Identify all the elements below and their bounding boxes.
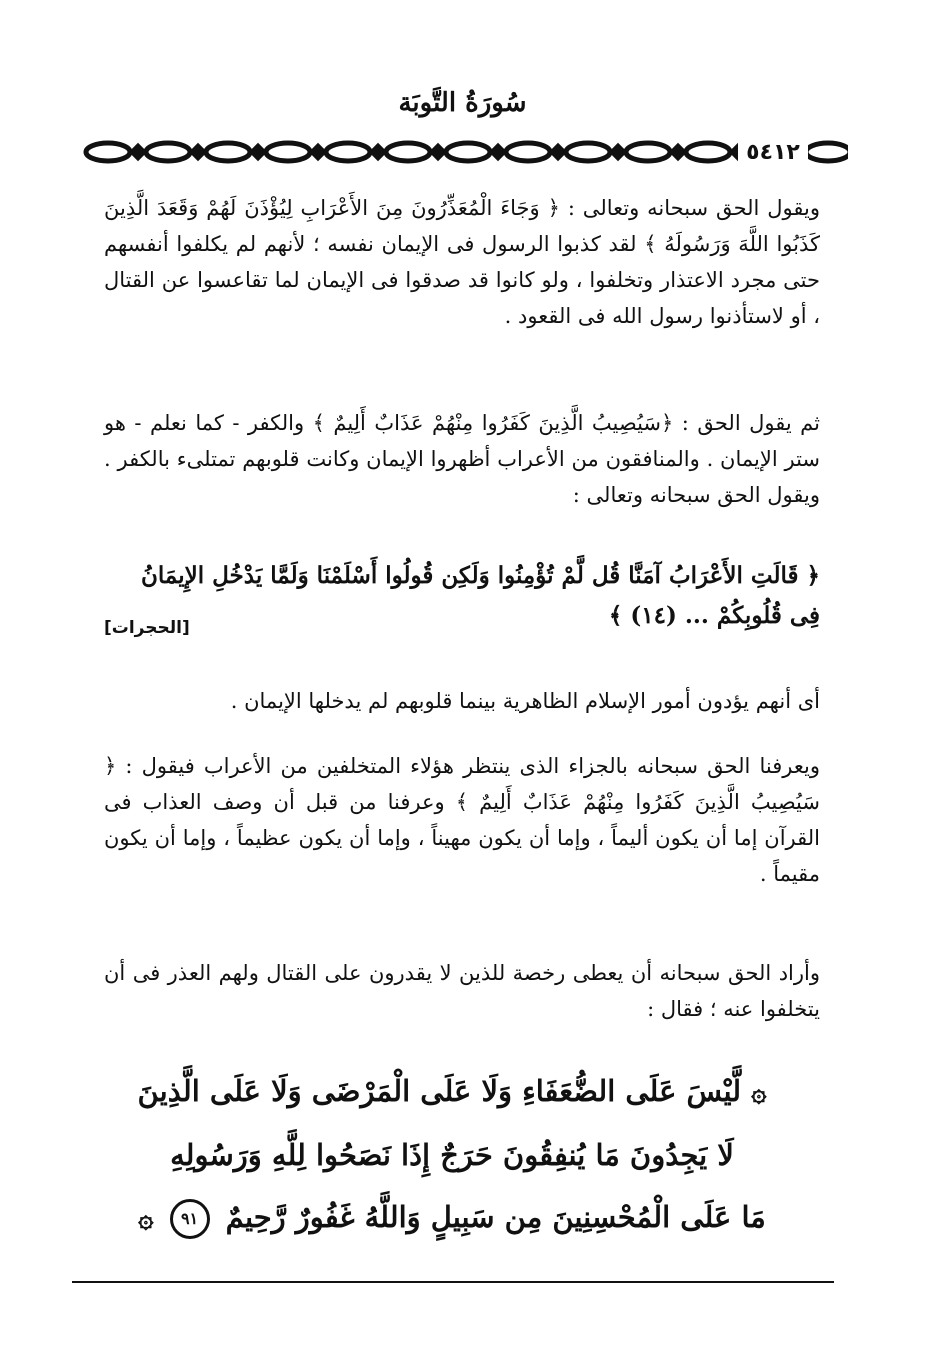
chain-link xyxy=(206,143,250,161)
chain-link xyxy=(326,143,370,161)
close-ornament-icon: ۞ xyxy=(138,1204,154,1234)
main-verse-line-3 xyxy=(112,1186,792,1250)
chain-diamond xyxy=(612,146,623,157)
paragraph-3: أى أنهم يؤدون أمور الإسلام الظاهرية بينما قلوبهم لم يدخلها الإيمان . xyxy=(230,689,820,713)
chain-diamond xyxy=(192,146,203,157)
paragraph-1: ويقول الحق سبحانه وتعالى : ﴿ وَجَاءَ الْمُعَذِّرُونَ مِنَ الأَعْرَابِ لِيُؤْذَنَ لَهُمْ وَقَعَدَ الَّذِينَ كَذَبُوا اللَّهَ وَرَسُولَهُ ﴾ لقد كذبوا الرسول فى الإيمان نفسه ؛ لأنهم لم يكلفوا أنفسهم حتى مجرد الاعتذار وتخلفوا ، ولو كانوا قد صدقوا فى الإيمان لما تقاعسوا عن القتال ، أو لاستأذنوا رسول الله فى القعود . xyxy=(104,196,820,328)
chain-link xyxy=(506,143,550,161)
chain-diamond xyxy=(552,146,563,157)
main-verse-line-3-text: مَا عَلَى الْمُحْسِنِينَ مِن سَبِيلٍ وَاللَّهُ غَفُورٌ رَّحِيمٌ xyxy=(225,1200,766,1234)
chain-diamond xyxy=(312,146,323,157)
chain-diamond xyxy=(492,146,503,157)
chain-diamond xyxy=(132,146,143,157)
paragraph-2: ثم يقول الحق : ﴿سَيُصِيبُ الَّذِينَ كَفَرُوا مِنْهُمْ عَذَابٌ أَلِيمٌ ﴾ والكفر - كما نعلم - هو ستر الإيمان . والمنافقون من الأعراب أظهروا الإيمان وكانت قلوبهم تمتلىء بالكفر . ويقول الحق سبحانه وتعالى : xyxy=(104,411,820,507)
chain-diamond xyxy=(672,146,683,157)
chain-link xyxy=(146,143,190,161)
open-ornament-icon: ۞ xyxy=(751,1078,767,1108)
chain-diamond xyxy=(252,146,263,157)
main-verse-line-1-text: لَّيْسَ عَلَى الضُّعَفَاءِ وَلَا عَلَى الْمَرْضَى وَلَا عَلَى الَّذِينَ xyxy=(137,1074,742,1108)
chain-diamond xyxy=(372,146,383,157)
main-verse-line-1 xyxy=(112,1060,792,1124)
verse-reference: [الحجرات] xyxy=(104,618,190,638)
footer-rule xyxy=(72,1281,834,1283)
main-verse-line-2: لَا يَجِدُونَ مَا يُنفِقُونَ حَرَجٌ إِذَا نَصَحُوا لِلَّهِ وَرَسُولِهِ xyxy=(170,1138,734,1172)
chain-diamond xyxy=(432,146,443,157)
chain-link xyxy=(266,143,310,161)
verse-number-badge: ٩١ xyxy=(170,1199,210,1239)
surah-title: سُورَةُ التَّوبَة xyxy=(398,88,527,118)
chain-link xyxy=(386,143,430,161)
quoted-verse: ﴿ قَالَتِ الأَعْرَابُ آمَنَّا قُل لَّمْ تُؤْمِنُوا وَلَكِن قُولُوا أَسْلَمْنَا وَلَمَّا يَدْخُلِ الإِيمَانُ فِى قُلُوبِكُمْ ... (١٤) ﴾ xyxy=(141,562,820,629)
chain-link xyxy=(626,143,670,161)
main-verse xyxy=(112,1060,792,1250)
chain-link xyxy=(806,143,848,161)
chain-link xyxy=(566,143,610,161)
header-ornament-band xyxy=(78,134,848,170)
chain-link xyxy=(86,143,130,161)
chain-link xyxy=(446,143,490,161)
page-number: ٥٤١٢ xyxy=(738,140,808,166)
paragraph-4: ويعرفنا الحق سبحانه بالجزاء الذى ينتظر هؤلاء المتخلفين من الأعراب فيقول : ﴿ سَيُصِيبُ الَّذِينَ كَفَرُوا مِنْهُمْ عَذَابٌ أَلِيمٌ ﴾ وعرفنا من قبل أن وصف العذاب فى القرآن إما أن يكون أليماً ، وإما أن يكون مهيناً ، وإما أن يكون عظيماً ، وإما أن يكون مقيماً . xyxy=(104,754,820,886)
chain-link xyxy=(686,143,730,161)
paragraph-5: وأراد الحق سبحانه أن يعطى رخصة للذين لا يقدرون على القتال ولهم العذر فى أن يتخلفوا عنه ؛ فقال : xyxy=(104,961,820,1021)
